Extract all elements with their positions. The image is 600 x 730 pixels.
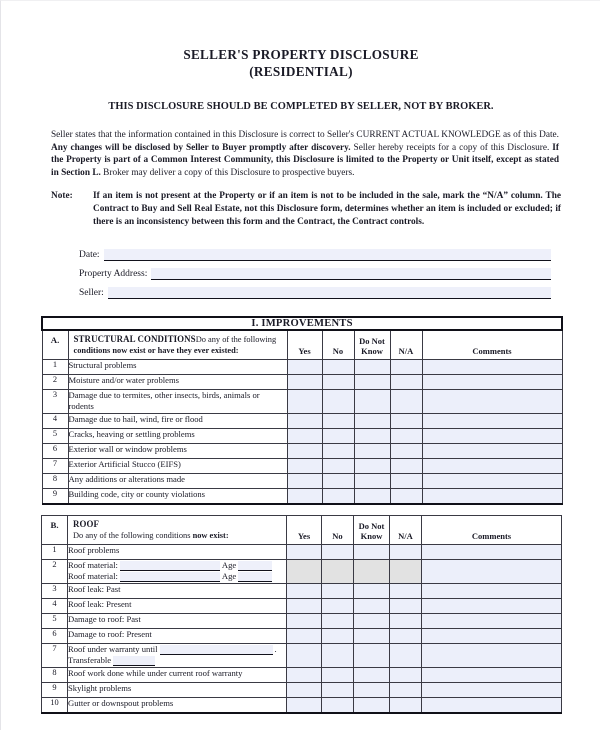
section-letter-b: B. bbox=[42, 516, 68, 545]
roof-material-label-2: Roof material: bbox=[68, 571, 118, 582]
answer-na[interactable] bbox=[390, 390, 422, 414]
column-header-yes-b: Yes bbox=[287, 516, 322, 545]
row-description: Any additions or alterations made bbox=[68, 474, 287, 489]
section-title-a: STRUCTURAL CONDITIONS bbox=[73, 334, 196, 345]
dnk-line-2: Know bbox=[360, 530, 383, 541]
roof-material-input-1[interactable] bbox=[120, 561, 220, 571]
age-label-2: Age bbox=[221, 571, 237, 582]
answer-comments[interactable] bbox=[422, 375, 562, 390]
section-prompt-a-1: Do any of the following bbox=[195, 335, 277, 345]
column-header-na-a: N/A bbox=[390, 330, 422, 360]
answer-no[interactable] bbox=[322, 683, 354, 698]
transferable-input[interactable] bbox=[113, 656, 155, 666]
row-description: Moisture and/or water problems bbox=[68, 375, 287, 390]
answer-do-not-know[interactable] bbox=[354, 599, 390, 614]
section-header-structural-conditions bbox=[42, 330, 562, 360]
table-row bbox=[42, 698, 562, 714]
row-number: 6 bbox=[42, 629, 68, 644]
answer-no[interactable] bbox=[322, 668, 354, 683]
answer-comments[interactable] bbox=[422, 614, 562, 629]
answer-do-not-know[interactable] bbox=[354, 683, 390, 698]
answer-na[interactable] bbox=[390, 614, 422, 629]
roof-age-input-1[interactable] bbox=[238, 561, 272, 571]
answer-no[interactable] bbox=[322, 698, 354, 714]
table-row bbox=[42, 629, 562, 644]
answer-na[interactable] bbox=[390, 668, 422, 683]
warranty-line-1: Roof under warranty until . bbox=[68, 644, 277, 655]
answer-na bbox=[390, 560, 422, 584]
row-description: Cracks, heaving or settling problems bbox=[68, 429, 287, 444]
row-number: 10 bbox=[42, 698, 68, 714]
answer-comments[interactable] bbox=[422, 459, 562, 474]
answer-comments[interactable] bbox=[422, 444, 562, 459]
answer-yes[interactable] bbox=[287, 474, 322, 489]
section-letter-a: A. bbox=[42, 330, 68, 360]
row-number: 6 bbox=[42, 444, 68, 459]
row-number: 5 bbox=[42, 614, 68, 629]
roof-material-input-2[interactable] bbox=[120, 572, 220, 582]
answer-no[interactable] bbox=[322, 644, 354, 668]
row-description: Roof leak: Past bbox=[68, 584, 287, 599]
row-description: Damage to roof: Present bbox=[68, 629, 287, 644]
answer-do-not-know[interactable] bbox=[354, 629, 390, 644]
answer-no[interactable] bbox=[322, 474, 354, 489]
answer-no[interactable] bbox=[322, 629, 354, 644]
row-number: 7 bbox=[42, 459, 68, 474]
answer-yes[interactable] bbox=[287, 375, 322, 390]
improvements-banner-row bbox=[42, 317, 562, 330]
answer-do-not-know[interactable] bbox=[354, 390, 390, 414]
column-header-no-a: No bbox=[322, 330, 354, 360]
seller-input[interactable] bbox=[108, 287, 551, 299]
answer-yes[interactable] bbox=[287, 390, 322, 414]
table-row bbox=[42, 459, 562, 474]
dnk-line-1: Do Not bbox=[359, 336, 385, 347]
answer-yes[interactable] bbox=[287, 683, 322, 698]
answer-yes bbox=[287, 560, 322, 584]
answer-comments[interactable] bbox=[422, 545, 562, 560]
answer-comments[interactable] bbox=[422, 599, 562, 614]
answer-yes[interactable] bbox=[287, 599, 322, 614]
row-number: 1 bbox=[42, 545, 68, 560]
improvements-table bbox=[41, 316, 563, 505]
answer-no[interactable] bbox=[322, 444, 354, 459]
answer-na[interactable] bbox=[390, 459, 422, 474]
table-row bbox=[42, 489, 562, 505]
intro-text-d: If the Property is part of a Common Interest Community, this Disclosure is limited to the Property or Unit itself, except as stated in Section L. bbox=[51, 142, 559, 178]
answer-no[interactable] bbox=[322, 360, 354, 375]
answer-comments[interactable] bbox=[422, 489, 562, 505]
row-number: 4 bbox=[42, 414, 68, 429]
answer-comments[interactable] bbox=[422, 429, 562, 444]
roof-material-label-1: Roof material: bbox=[68, 560, 118, 571]
answer-yes[interactable] bbox=[287, 614, 322, 629]
section-title-cell-a bbox=[68, 330, 287, 360]
answer-comments[interactable] bbox=[422, 668, 562, 683]
row-description: Skylight problems bbox=[68, 683, 287, 698]
column-header-yes-a: Yes bbox=[287, 330, 322, 360]
answer-no[interactable] bbox=[322, 599, 354, 614]
section-prompt-b-1: Do any of the following conditions bbox=[73, 531, 193, 541]
row-number: 1 bbox=[42, 360, 68, 375]
title-line-1: SELLER'S PROPERTY DISCLOSURE bbox=[183, 47, 419, 62]
answer-no[interactable] bbox=[322, 614, 354, 629]
row-number: 8 bbox=[42, 474, 68, 489]
answer-do-not-know bbox=[354, 560, 390, 584]
column-header-comments-a: Comments bbox=[422, 330, 562, 360]
row-description: Exterior Artificial Stucco (EIFS) bbox=[68, 459, 287, 474]
answer-comments[interactable] bbox=[422, 698, 562, 714]
answer-do-not-know[interactable] bbox=[354, 444, 390, 459]
intro-text-b: Any changes will be disclosed by Seller to Buyer promptly after discovery. bbox=[51, 142, 351, 153]
row-description: Roof leak: Present bbox=[68, 599, 287, 614]
answer-do-not-know[interactable] bbox=[354, 459, 390, 474]
intro-text-c: Seller hereby receipts for a copy of this Disclosure. bbox=[350, 142, 553, 153]
warranty-line-2 bbox=[68, 655, 286, 666]
answer-na[interactable] bbox=[390, 489, 422, 505]
intro-paragraph bbox=[41, 129, 561, 179]
answer-na[interactable] bbox=[390, 474, 422, 489]
dnk-line-2: Know bbox=[361, 345, 383, 356]
row-description: Structural problems bbox=[68, 360, 287, 375]
row-number: 8 bbox=[42, 668, 68, 683]
improvements-banner: I. IMPROVEMENTS bbox=[42, 317, 562, 330]
seller-label: Seller: bbox=[79, 288, 104, 299]
answer-do-not-know[interactable] bbox=[354, 698, 390, 714]
note-label: Note: bbox=[51, 191, 73, 202]
fill-in-fields bbox=[41, 242, 561, 299]
answer-comments[interactable] bbox=[422, 560, 562, 584]
roof-table bbox=[41, 515, 562, 714]
answer-yes[interactable] bbox=[287, 429, 322, 444]
age-label-1: Age bbox=[221, 560, 237, 571]
table-row bbox=[42, 614, 562, 629]
answer-do-not-know[interactable] bbox=[354, 584, 390, 599]
row-description: Damage due to termites, other insects, birds, animals or rodents bbox=[68, 390, 287, 414]
row-number: 9 bbox=[42, 683, 68, 698]
answer-yes[interactable] bbox=[287, 444, 322, 459]
row-description: Damage due to hail, wind, fire or flood bbox=[68, 414, 287, 429]
date-input[interactable] bbox=[104, 249, 551, 261]
answer-na[interactable] bbox=[390, 444, 422, 459]
property-address-input[interactable] bbox=[151, 268, 551, 280]
warranty-date-input[interactable] bbox=[160, 645, 273, 655]
answer-no[interactable] bbox=[322, 429, 354, 444]
row-number: 3 bbox=[42, 584, 68, 599]
row-number: 4 bbox=[42, 599, 68, 614]
column-header-do-not-know-a bbox=[354, 330, 390, 360]
table-row bbox=[42, 644, 562, 668]
row-description bbox=[68, 644, 287, 668]
section-title-cell-b bbox=[68, 516, 287, 545]
answer-yes[interactable] bbox=[287, 668, 322, 683]
table-row bbox=[42, 390, 562, 414]
table-row bbox=[42, 668, 562, 683]
answer-comments[interactable] bbox=[422, 683, 562, 698]
answer-no[interactable] bbox=[322, 414, 354, 429]
answer-na[interactable] bbox=[390, 414, 422, 429]
answer-yes[interactable] bbox=[287, 360, 322, 375]
row-description bbox=[68, 560, 287, 584]
answer-comments[interactable] bbox=[422, 584, 562, 599]
answer-na[interactable] bbox=[390, 644, 422, 668]
row-description: Exterior wall or window problems bbox=[68, 444, 287, 459]
row-description: Roof problems bbox=[68, 545, 287, 560]
answer-na[interactable] bbox=[390, 429, 422, 444]
property-address-label: Property Address: bbox=[79, 269, 148, 280]
table-row bbox=[42, 584, 562, 599]
answer-comments[interactable] bbox=[422, 414, 562, 429]
warranty-label: Roof under warranty until bbox=[68, 644, 158, 655]
table-row bbox=[42, 375, 562, 390]
field-row-property-address bbox=[79, 261, 551, 280]
table-row bbox=[42, 360, 562, 375]
document-subtitle: THIS DISCLOSURE SHOULD BE COMPLETED BY SELLER, NOT BY BROKER. bbox=[108, 101, 494, 112]
transferable-label: Transferable bbox=[68, 655, 112, 666]
answer-yes[interactable] bbox=[287, 489, 322, 505]
table-row bbox=[42, 599, 562, 614]
table-row bbox=[42, 560, 562, 584]
answer-do-not-know[interactable] bbox=[354, 375, 390, 390]
field-row-date bbox=[79, 242, 551, 261]
field-row-seller bbox=[79, 280, 551, 299]
answer-no[interactable] bbox=[322, 489, 354, 505]
answer-na[interactable] bbox=[390, 599, 422, 614]
answer-do-not-know[interactable] bbox=[354, 668, 390, 683]
answer-do-not-know[interactable] bbox=[354, 414, 390, 429]
answer-comments[interactable] bbox=[422, 644, 562, 668]
answer-yes[interactable] bbox=[287, 545, 322, 560]
answer-comments[interactable] bbox=[422, 474, 562, 489]
answer-na[interactable] bbox=[390, 698, 422, 714]
table-row bbox=[42, 414, 562, 429]
roof-age-input-2[interactable] bbox=[238, 572, 272, 582]
answer-no[interactable] bbox=[322, 545, 354, 560]
column-header-na-b: N/A bbox=[390, 516, 422, 545]
table-row bbox=[42, 474, 562, 489]
answer-na[interactable] bbox=[390, 375, 422, 390]
row-description: Gutter or downspout problems bbox=[68, 698, 287, 714]
answer-yes[interactable] bbox=[287, 629, 322, 644]
roof-material-line-1 bbox=[68, 560, 286, 571]
answer-yes[interactable] bbox=[287, 414, 322, 429]
row-description: Roof work done while under current roof warranty bbox=[68, 668, 287, 683]
answer-no[interactable] bbox=[322, 390, 354, 414]
note-text: If an item is not present at the Property or if an item is not to be included in the sale, mark the “N/A” column. The Contract to Buy and Sell Real Estate, not this Disclosure form, determines whether an item is included or excluded; if there is an inconsistency between this form and the Contract, the Contract controls. bbox=[93, 191, 561, 227]
table-row bbox=[42, 444, 562, 459]
page-title bbox=[41, 46, 561, 80]
section-header-roof bbox=[42, 516, 562, 545]
answer-na[interactable] bbox=[390, 683, 422, 698]
section-title-b: ROOF bbox=[73, 519, 100, 530]
answer-na[interactable] bbox=[390, 629, 422, 644]
row-number: 2 bbox=[42, 560, 68, 584]
row-number: 5 bbox=[42, 429, 68, 444]
answer-no[interactable] bbox=[322, 375, 354, 390]
row-number: 3 bbox=[42, 390, 68, 414]
column-header-comments-b: Comments bbox=[422, 516, 562, 545]
row-description: Damage to roof: Past bbox=[68, 614, 287, 629]
section-prompt-b-2: now exist: bbox=[192, 531, 229, 541]
answer-yes[interactable] bbox=[287, 459, 322, 474]
answer-na[interactable] bbox=[390, 545, 422, 560]
title-line-2: (RESIDENTIAL) bbox=[249, 64, 353, 79]
answer-comments[interactable] bbox=[422, 629, 562, 644]
improvements-table-wrap bbox=[41, 316, 561, 714]
answer-yes[interactable] bbox=[287, 698, 322, 714]
row-number: 7 bbox=[42, 644, 68, 668]
answer-no[interactable] bbox=[322, 459, 354, 474]
note-block bbox=[41, 190, 561, 228]
answer-do-not-know[interactable] bbox=[354, 360, 390, 375]
answer-na[interactable] bbox=[390, 360, 422, 375]
date-label: Date: bbox=[79, 250, 100, 261]
dnk-line-1: Do Not bbox=[358, 521, 385, 532]
answer-do-not-know[interactable] bbox=[354, 614, 390, 629]
answer-na[interactable] bbox=[390, 584, 422, 599]
page-content bbox=[41, 1, 561, 714]
answer-no bbox=[322, 560, 354, 584]
answer-comments[interactable] bbox=[422, 360, 562, 375]
answer-do-not-know[interactable] bbox=[354, 545, 390, 560]
intro-text-a: Seller states that the information contained in this Disclosure is correct to Seller's CURRENT ACTUAL KNOWLEDGE as of this Date. bbox=[51, 130, 559, 140]
section-prompt-a-2: conditions now exist or have they ever existed: bbox=[73, 346, 239, 356]
answer-comments[interactable] bbox=[422, 390, 562, 414]
table-row bbox=[42, 429, 562, 444]
answer-no[interactable] bbox=[322, 584, 354, 599]
answer-do-not-know[interactable] bbox=[354, 644, 390, 668]
answer-yes[interactable] bbox=[287, 644, 322, 668]
table-row bbox=[42, 545, 562, 560]
intro-text-e: Broker may deliver a copy of this Disclosure to prospective buyers. bbox=[100, 167, 355, 178]
answer-do-not-know[interactable] bbox=[354, 474, 390, 489]
row-description: Building code, city or county violations bbox=[68, 489, 287, 505]
roof-material-line-2 bbox=[68, 571, 286, 582]
table-row bbox=[42, 683, 562, 698]
answer-yes[interactable] bbox=[287, 584, 322, 599]
answer-do-not-know[interactable] bbox=[354, 489, 390, 505]
answer-do-not-know[interactable] bbox=[354, 429, 390, 444]
column-header-no-b: No bbox=[322, 516, 354, 545]
column-header-do-not-know-b bbox=[354, 516, 390, 545]
row-number: 2 bbox=[42, 375, 68, 390]
row-number: 9 bbox=[42, 489, 68, 505]
